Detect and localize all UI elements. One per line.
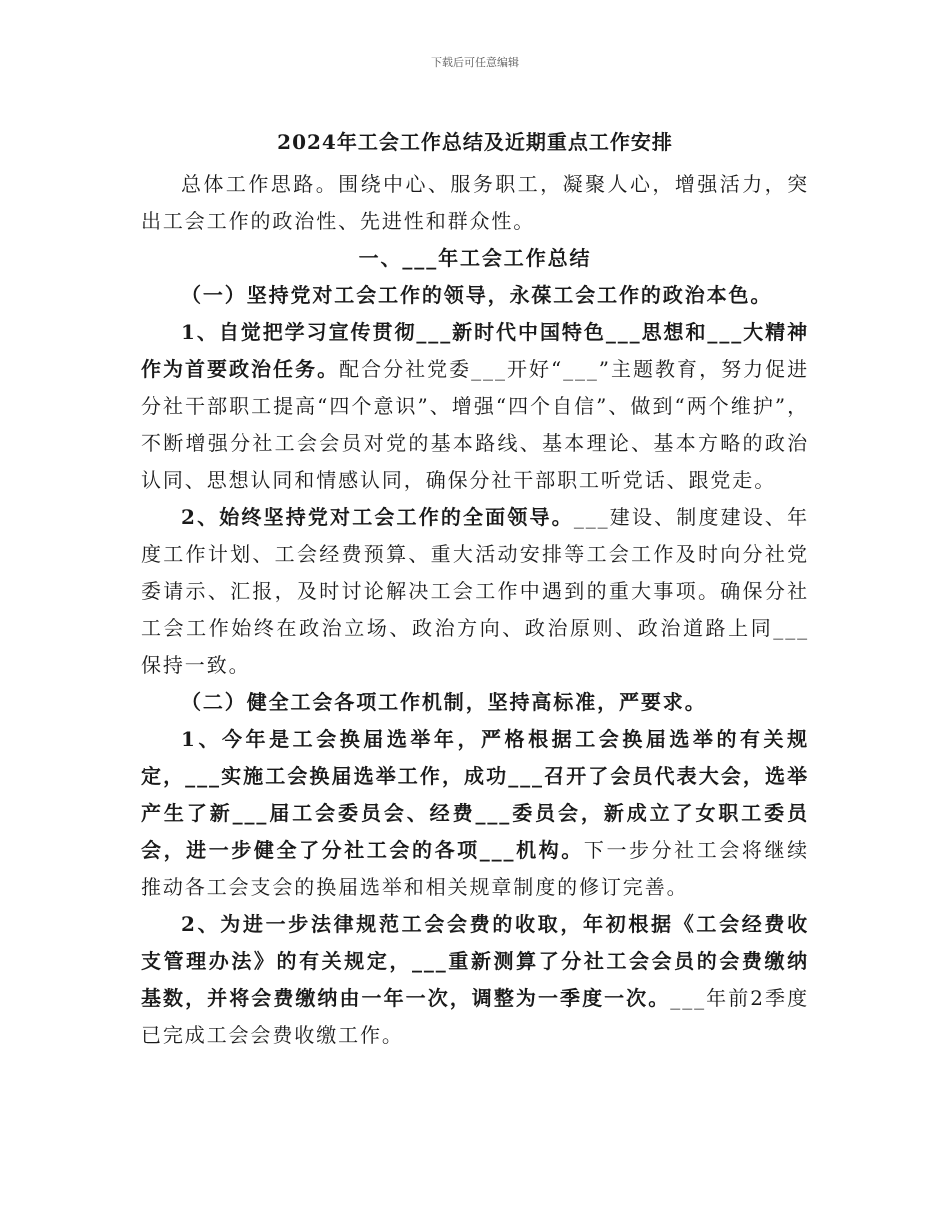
paragraph-1-2-body: ___建设、制度建设、年度工作计划、工会经费预算、重大活动安排等工会工作及时向分社党委请示、汇报，及时讨论解决工会工作中遇到的重大事项。确保分社工会工作始终在政治立场、政治方向、政治原则、政治道路上同___保持一致。 <box>141 505 809 677</box>
paragraph-1-2 <box>141 499 809 684</box>
paragraph-1-1-body: 配合分社党委___开好“___”主题教育，努力促进分社干部职工提高“四个意识”、增强“四个自信”、做到“两个维护”，不断增强分社工会会员对党的基本路线、基本理论、基本方略的政治认同、思想认同和情感认同，确保分社干部职工听党话、跟党走。 <box>141 357 810 492</box>
document-title: 2024年工会工作总结及近期重点工作安排 <box>277 130 673 154</box>
paragraph-2-2-lead: 2、为进一步法律规范工会会费的收取，年初根据《工会经费收支管理办法》的有关规定，___重新测算了分社工会会员的会费缴纳基数，并将会费缴纳由一年一次，调整为一季度一次。 <box>141 912 809 1010</box>
paragraph-2-2 <box>141 906 809 1054</box>
paragraph-2-1-lead: 1、今年是工会换届选举年，严格根据工会换届选举的有关规定，___实施工会换届选举工作，成功___召开了会员代表大会，选举产生了新___届工会委员会、经费___委员会，新成立了女职工委员会，进一步健全了分社工会的各项___机构。 <box>141 727 809 862</box>
paragraph-1-2-lead: 2、始终坚持党对工会工作的全面领导。 <box>181 505 574 529</box>
document-body <box>141 166 809 1054</box>
paragraph-2-1-body: 下一步分社工会将继续推动各工会支会的换届选举和相关规章制度的修订完善。 <box>141 838 809 899</box>
paragraph-2-1 <box>141 721 809 906</box>
paragraph-2-2-body: ___年前2季度已完成工会会费收缴工作。 <box>141 986 809 1047</box>
header-note: 下载后可任意编辑 <box>431 56 519 69</box>
paragraph-1-1-lead: 1、自觉把学习宣传贯彻___新时代中国特色___思想和___大精神作为首要政治任务。 <box>141 320 809 381</box>
subsection-heading-2: （二）健全工会各项工作机制，坚持高标准，严要求。 <box>181 690 707 714</box>
subsection-heading-1: （一）坚持党对工会工作的领导，永葆工会工作的政治本色。 <box>181 283 773 307</box>
intro-paragraph: 总体工作思路。围绕中心、服务职工，凝聚人心，增强活力，突出工会工作的政治性、先进性和群众性。 <box>141 172 809 233</box>
section-heading-1: 一、___年工会工作总结 <box>358 246 592 270</box>
paragraph-1-1 <box>141 314 809 499</box>
